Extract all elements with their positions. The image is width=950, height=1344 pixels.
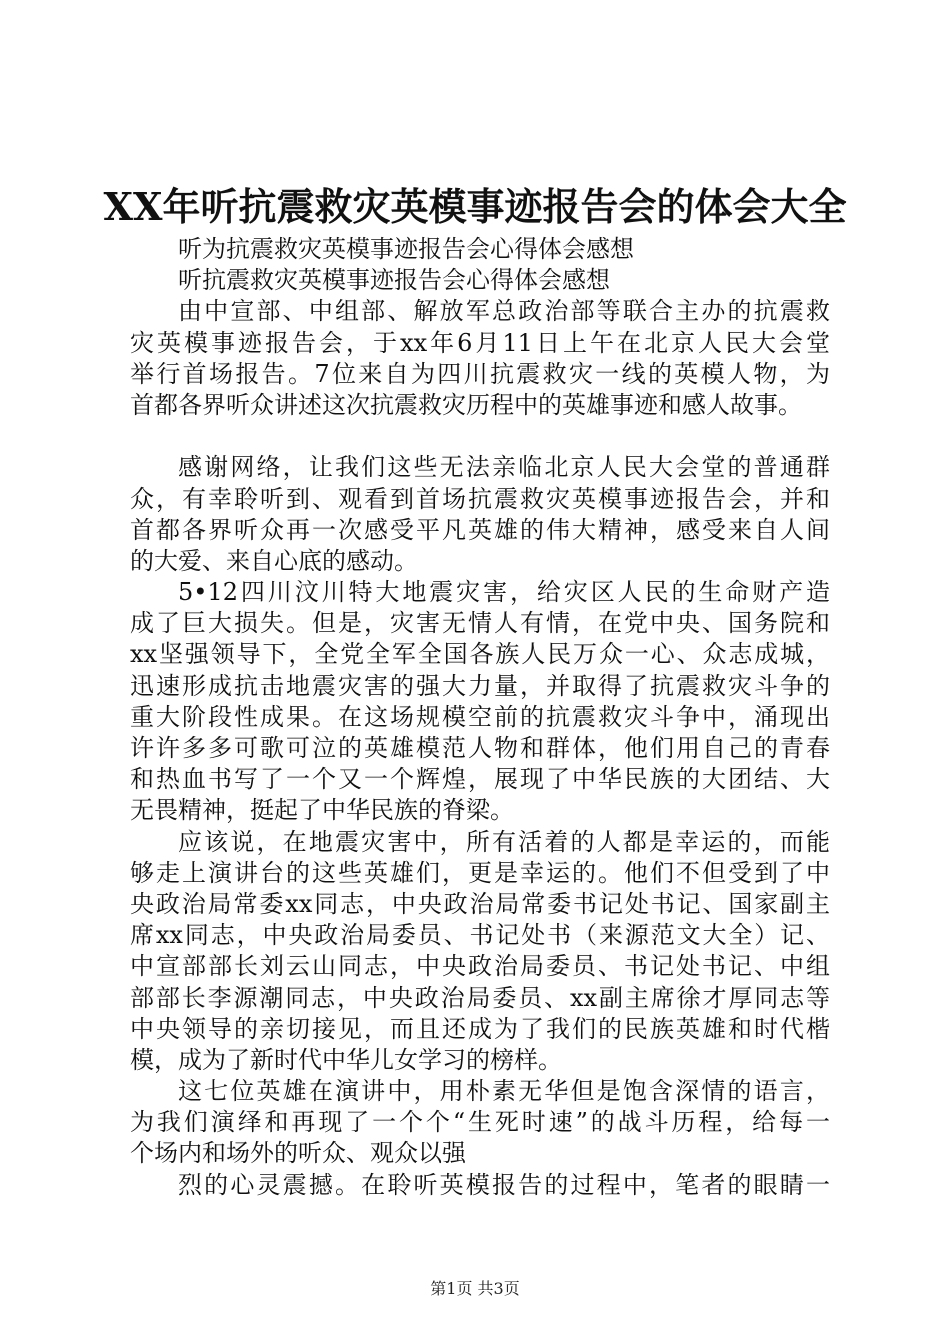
paragraph-spacer [130, 421, 830, 452]
paragraph-line: 无畏精神，挺起了中华民族的脊梁。 [130, 796, 514, 825]
paragraph-line: 个场内和场外的听众、观众以强 [130, 1139, 466, 1168]
paragraph-line: 首都各界听众再一次感受平凡英雄的伟大精神，感受来自人间 [130, 515, 830, 544]
paragraph-line: 举行首场报告。7位来自为四川抗震救灾一线的英模人物，为 [130, 359, 830, 388]
paragraph-line: 应该说，在地震灾害中，所有活着的人都是幸运的，而能 [178, 827, 830, 856]
paragraph-line: 央政治局常委xx同志，中央政治局常委书记处书记、国家副主 [130, 889, 830, 918]
paragraph-line: 中央领导的亲切接见，而且还成为了我们的民族英雄和时代楷 [130, 1014, 830, 1043]
paragraph-line: 的大爱、来自心底的感动。 [130, 546, 418, 575]
paragraph-line: xx坚强领导下，全党全军全国各族人民万众一心、众志成城， [130, 640, 830, 669]
paragraph-line: 感谢网络，让我们这些无法亲临北京人民大会堂的普通群 [178, 453, 830, 482]
paragraph-line: 烈的心灵震撼。在聆听英模报告的过程中，笔者的眼睛一 [178, 1170, 830, 1199]
paragraph-line: 成了巨大损失。但是，灾害无情人有情，在党中央、国务院和 [130, 609, 830, 638]
paragraph-line: 中宣部部长刘云山同志，中央政治局委员、书记处书记、中组 [130, 952, 830, 981]
paragraph-line: 由中宣部、中组部、解放军总政治部等联合主办的抗震救 [178, 297, 830, 326]
document-body [130, 234, 830, 1201]
paragraph-line: 重大阶段性成果。在这场规模空前的抗震救灾斗争中，涌现出 [130, 702, 830, 731]
paragraph-line: 为我们演绎和再现了一个个“生死时速”的战斗历程，给每一 [130, 1108, 830, 1137]
paragraph-line: 模，成为了新时代中华儿女学习的榜样。 [130, 1045, 562, 1074]
paragraph-line: 席xx同志，中央政治局委员、书记处书（来源范文大全）记、 [130, 921, 830, 950]
subheading: 听为抗震救灾英模事迹报告会心得体会感想 [178, 235, 634, 263]
paragraph-line: 5•12四川汶川特大地震灾害，给灾区人民的生命财产造 [178, 578, 830, 607]
paragraph-line: 许许多多可歌可泣的英雄模范人物和群体，他们用自己的青春 [130, 734, 830, 762]
paragraph-line: 众，有幸聆听到、观看到首场抗震救灾英模事迹报告会，并和 [130, 484, 830, 513]
paragraph-line: 首都各界听众讲述这次抗震救灾历程中的英雄事迹和感人故事。 [130, 390, 802, 419]
paragraph-line: 这七位英雄在演讲中，用朴素无华但是饱含深情的语言， [178, 1077, 830, 1106]
subheading: 听抗震救灾英模事迹报告会心得体会感想 [178, 266, 610, 295]
paragraph-line: 和热血书写了一个又一个辉煌，展现了中华民族的大团结、大 [130, 765, 830, 794]
paragraph-line: 部部长李源潮同志，中央政治局委员、xx副主席徐才厚同志等 [130, 983, 830, 1012]
paragraph-line: 够走上演讲台的这些英雄们，更是幸运的。他们不但受到了中 [130, 858, 830, 887]
paragraph-line: 迅速形成抗击地震灾害的强大力量，并取得了抗震救灾斗争的 [130, 671, 830, 700]
page-footer: 第1页 共3页 [430, 1279, 520, 1298]
document-title: XX年听抗震救灾英模事迹报告会的体会大全 [103, 184, 847, 229]
paragraph-line: 灾英模事迹报告会，于xx年6月11日上午在北京人民大会堂 [130, 328, 830, 357]
